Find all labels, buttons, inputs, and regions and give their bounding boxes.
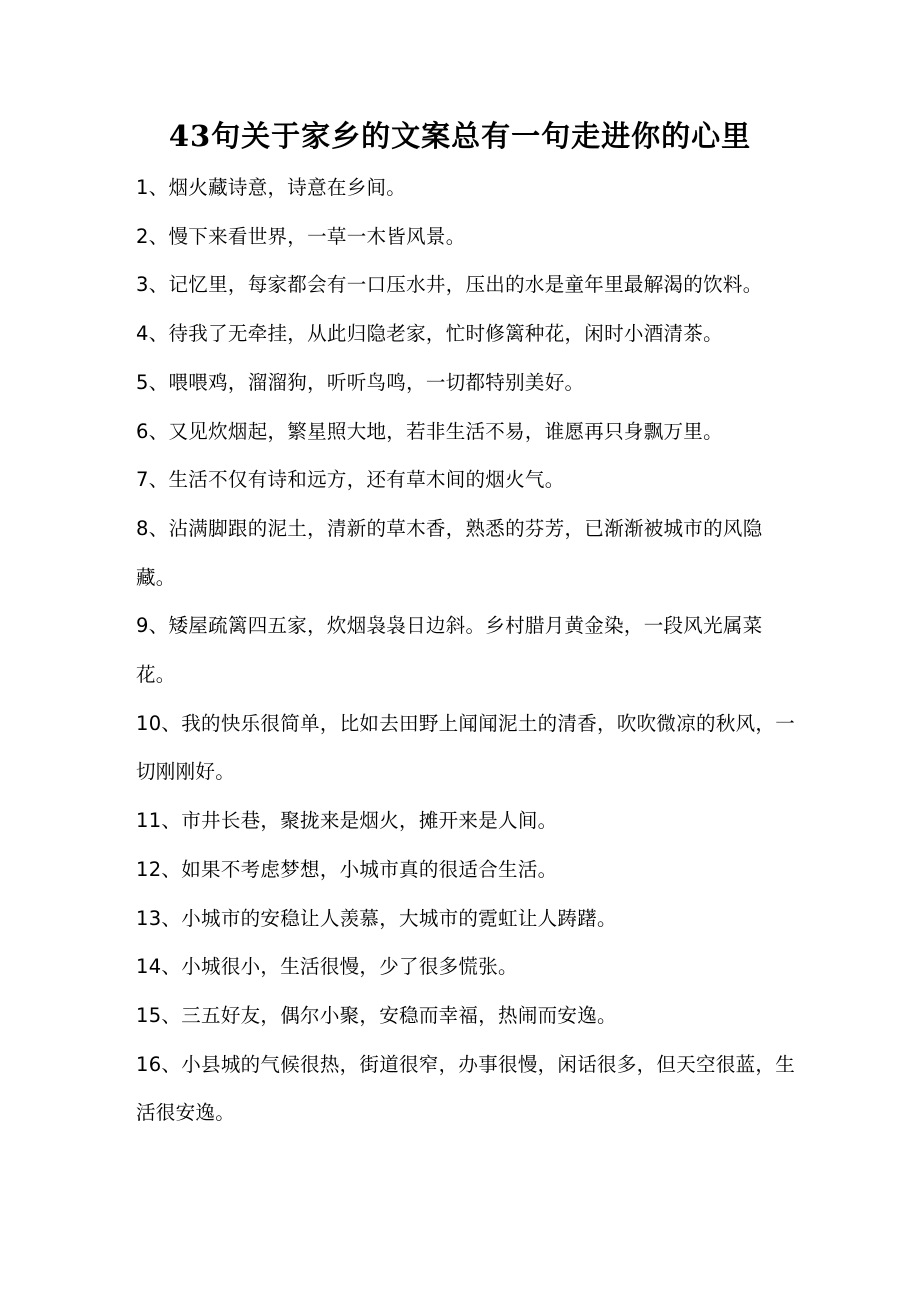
quote-list bbox=[136, 164, 796, 1138]
list-item: 15、三五好友，偶尔小聚，安稳而幸福，热闹而安逸。 bbox=[136, 1003, 617, 1027]
list-item: 6、又见炊烟起，繁星照大地，若非生活不易，谁愿再只身飘万里。 bbox=[136, 419, 723, 443]
list-item: 2、慢下来看世界，一草一木皆风景。 bbox=[136, 224, 466, 248]
list-item: 12、如果不考虑梦想，小城市真的很适合生活。 bbox=[136, 857, 558, 881]
document-title: 43句关于家乡的文案总有一句走进你的心里 bbox=[168, 119, 752, 153]
list-item: 9、矮屋疏篱四五家，炊烟袅袅日边斜。乡村腊月黄金染，一段风光属菜花。 bbox=[136, 614, 763, 687]
list-item: 7、生活不仅有诗和远方，还有草木间的烟火气。 bbox=[136, 468, 565, 492]
list-item: 11、市井长巷，聚拢来是烟火，摊开来是人间。 bbox=[136, 809, 558, 833]
list-item: 16、小县城的气候很热，街道很窄，办事很慢，闲话很多，但天空很蓝，生活很安逸。 bbox=[136, 1052, 796, 1125]
list-item: 1、烟火藏诗意，诗意在乡间。 bbox=[136, 176, 407, 199]
list-item: 3、记忆里，每家都会有一口压水井，压出的水是童年里最解渴的饮料。 bbox=[136, 273, 763, 297]
list-item: 10、我的快乐很简单，比如去田野上闻闻泥土的清香，吹吹微凉的秋风，一切刚刚好。 bbox=[136, 711, 796, 784]
list-item: 13、小城市的安稳让人羡慕，大城市的霓虹让人踌躇。 bbox=[136, 906, 617, 930]
list-item: 4、待我了无牵挂，从此归隐老家，忙时修篱种花，闲时小酒清茶。 bbox=[136, 322, 723, 346]
list-item: 5、喂喂鸡，溜溜狗，听听鸟鸣，一切都特别美好。 bbox=[136, 370, 585, 394]
list-item: 8、沾满脚跟的泥土，清新的草木香，熟悉的芬芳，已渐渐被城市的风隐藏。 bbox=[136, 516, 763, 589]
list-item: 14、小城很小，生活很慢，少了很多慌张。 bbox=[136, 955, 518, 979]
